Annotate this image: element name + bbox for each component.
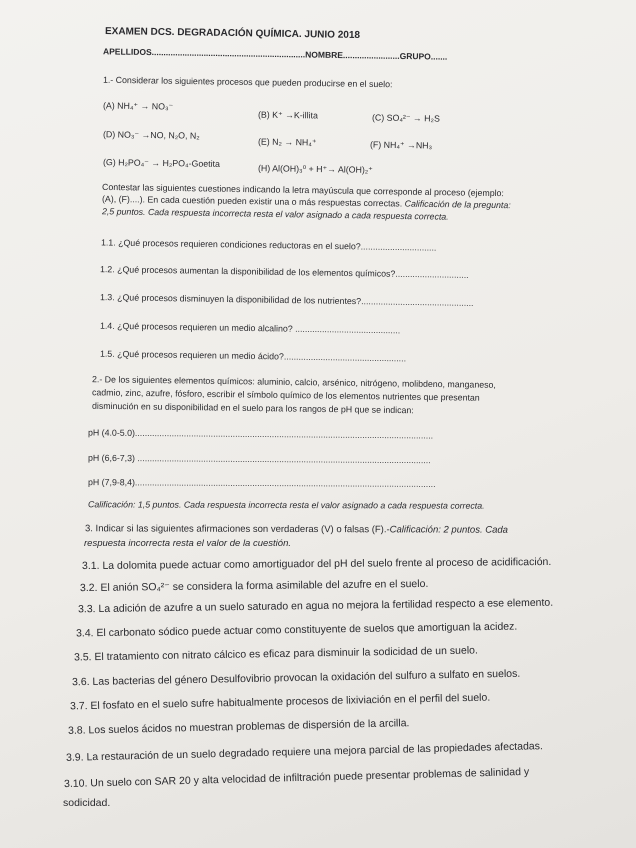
- nombre-label: NOMBRE: [305, 49, 344, 61]
- q2-line-1: 2.- De los siguientes elementos químicos: aluminio, calcio, arsénico, nitrógeno, molibdeno, manganeso,: [91, 374, 496, 390]
- q3-intro-2: respuesta incorrecta resta el valor de la cuestión.: [84, 538, 291, 549]
- q1-4: 1.4. ¿Qué procesos requieren un medio alcalino? ...........................................: [99, 320, 401, 336]
- q1-instructions-1: Contestar las siguientes cuestiones indicando la letra mayúscula que corresponde al proceso (ejemplo:: [101, 181, 505, 199]
- q1-5: 1.5. ¿Qué procesos requieren un medio ácido?..................................................: [99, 348, 407, 364]
- q3-10-continued: sodicidad.: [63, 797, 111, 809]
- q3-intro: 3. Indicar si las siguientes afirmaciones son verdaderas (V) o falsas (F).-Calificación: 2 puntos. Cada: [84, 523, 508, 536]
- process-h: (H) Al(OH)₃⁰ + H⁺→ Al(OH)₂⁺: [257, 163, 373, 175]
- q1-prompt: 1.- Considerar los siguientes procesos que pueden producirse en el suelo:: [102, 74, 393, 90]
- q1-instructions-2: (A), (F)....). En cada cuestión pueden existir una o más respuestas correctas. Calificación de la pregunta:: [101, 193, 511, 211]
- ph-range-1: pH (4.0-5.0)..........................................................................................................................: [87, 427, 434, 441]
- ph-range-3: pH (7,9-8,4)...........................................................................................................................: [87, 477, 436, 489]
- process-c: (C) SO₄²⁻ → H₂S: [371, 112, 440, 124]
- q3-8: 3.8. Los suelos ácidos no muestran problemas de dispersión de la arcilla.: [67, 717, 410, 737]
- q1-1: 1.1. ¿Qué procesos requieren condiciones reductoras en el suelo?...............................: [100, 237, 437, 253]
- q3-10: 3.10. Un suelo con SAR 20 y alta velocidad de infiltración puede presentar problemas de salinidad y: [63, 765, 530, 791]
- q1-instructions-3: 2,5 puntos. Cada respuesta incorrecta resta el valor asignado a cada respuesta correcta.: [101, 206, 449, 222]
- q2-grading: Calificación: 1,5 puntos. Cada respuesta incorrecta resta el valor asignado a cada respuesta correcta.: [87, 499, 485, 511]
- process-a: (A) NH₄⁺ → NO₃⁻: [102, 100, 174, 112]
- q3-9: 3.9. La restauración de un suelo degradado requiere una mejora parcial de las propiedades afectadas.: [65, 740, 543, 764]
- q3-5: 3.5. El tratamiento con nitrato cálcico es eficaz para disminuir la sodicidad de un suelo.: [73, 644, 478, 664]
- process-b: (B) K⁺ →K-illita: [257, 109, 318, 121]
- grupo-label: GRUPO: [399, 50, 431, 62]
- q1-2: 1.2. ¿Qué procesos aumentan la disponibilidad de los elementos químicos?..............................: [99, 264, 469, 280]
- q3-6: 3.6. Las bacterias del género Desulfovibrio provocan la oxidación del sulfuro a sulfato en suelos.: [71, 667, 521, 689]
- q3-1: 3.1. La dolomita puede actuar como amortiguador del pH del suelo frente al proceso de acidificación.: [81, 555, 552, 573]
- q3-2: 3.2. El anión SO₄²⁻ se considera la forma asimilable del azufre en el suelo.: [79, 577, 429, 595]
- process-e: (E) N₂ → NH₄⁺: [257, 136, 317, 148]
- q2-line-2: cadmio, zinc, azufre, fósforo, escribir el símbolo químico de los elementos nutrientes que presentan: [91, 387, 480, 403]
- q3-7: 3.7. El fosfato en el suelo sufre habitualmente procesos de lixiviación en el perfil del suelo.: [69, 691, 491, 713]
- process-g: (G) H₂PO₄⁻ → H₂PO₄-Goetita: [102, 157, 220, 169]
- process-d: (D) NO₃⁻ →NO, N₂O, N₂: [102, 129, 200, 141]
- name-row: APELLIDOS.................................................................NOMBRE........................GRUPO.......: [102, 46, 448, 62]
- q2-line-3: disminución en su disponibilidad en el suelo para los rangos de pH que se indican:: [91, 400, 414, 416]
- exam-title: EXAMEN DCS. DEGRADACIÓN QUÍMICA. JUNIO 2018: [104, 25, 361, 42]
- ph-range-2: pH (6,6-7,3) ........................................................................................................................: [87, 452, 431, 466]
- q3-4: 3.4. El carbonato sódico puede actuar como constituyente de suelos que amortiguan la acidez.: [75, 620, 518, 640]
- q3-3: 3.3. La adición de azufre a un suelo saturado en agua no mejora la fertilidad respecto a ese elemento.: [77, 596, 554, 616]
- process-f: (F) NH₄⁺ →NH₃: [369, 139, 433, 151]
- q1-3: 1.3. ¿Qué procesos disminuyen la disponibilidad de los nutrientes?..............................................: [99, 292, 474, 308]
- apellidos-label: APELLIDOS: [102, 46, 152, 58]
